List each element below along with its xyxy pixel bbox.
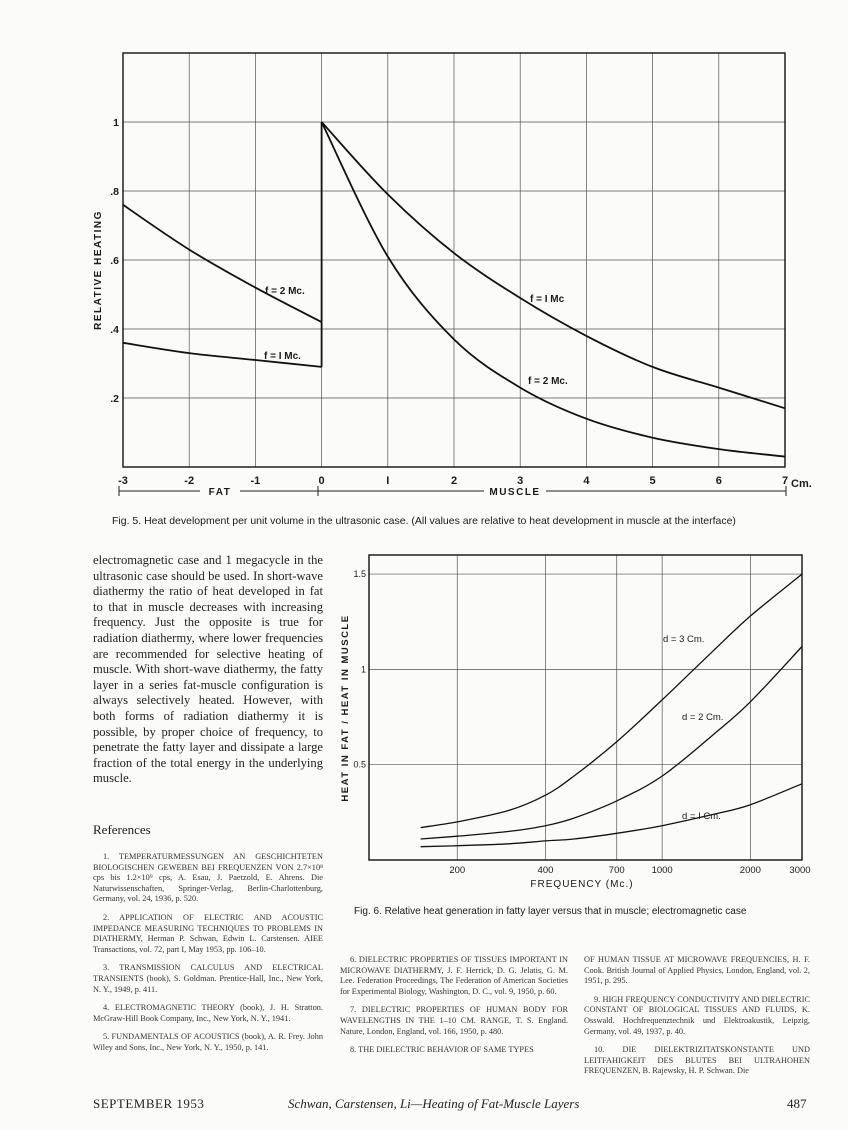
fig5-series-line-1 [123, 205, 322, 322]
references-col-2 [340, 955, 568, 1064]
fig5-region-fat: FAT [208, 487, 232, 498]
fig6-x-tick-label: 3000 [789, 865, 811, 876]
fig6-series-line-3 [421, 784, 802, 847]
reference-item: 8. THE DIELECTRIC BEHAVIOR OF SAME TYPES [350, 1045, 534, 1055]
fig5-x-tick-label: I [386, 475, 390, 487]
fig5-label-muscle-1mc: f = I Mc [530, 294, 565, 305]
reference-item: 9. HIGH FREQUENCY CONDUCTIVITY AND DIELECTRIC CONSTANT OF BIOLOGICAL TISSUES AND FLUIDS, K. Osswald. Hochfrequenztechnik und Elektroakustik, Leipzig, Germany, vol. 49, 1937, p. 40. [584, 994, 810, 1036]
fig6-chart [330, 540, 830, 900]
reference-item: 4. ELECTROMAGNETIC THEORY (book), J. H. Stratton. McGraw-Hill Book Company, Inc., New York, N. Y., 1941. [93, 1003, 323, 1023]
references-heading: References [93, 822, 151, 837]
footer-date: SEPTEMBER 1953 [93, 1096, 205, 1111]
fig6-x-tick-label: 400 [537, 865, 554, 876]
fig6-label-d3: d = 3 Cm. [663, 634, 705, 645]
fig5-x-tick-label: -2 [184, 475, 195, 487]
fig6-series-line-2 [421, 647, 802, 840]
footer-page-number: 487 [787, 1096, 807, 1111]
fig5-region-muscle: MUSCLE [489, 487, 541, 498]
fig5-x-tick-label: 2 [450, 475, 458, 487]
footer-running-title: Schwan, Carstensen, Li—Heating of Fat-Muscle Layers [288, 1096, 580, 1111]
fig5-label-muscle-2mc: f = 2 Mc. [528, 376, 568, 387]
fig5-x-tick-label: 3 [517, 475, 524, 487]
references-col-1 [93, 852, 323, 1062]
fig6-caption: Fig. 6. Relative heat generation in fatty layer versus that in muscle; electromagnetic case [354, 906, 747, 917]
references-col-3 [584, 955, 810, 1085]
fig6-y-tick-label: 0.5 [353, 759, 366, 770]
fig5-x-tick-label: -1 [250, 475, 261, 487]
fig5-label-fat-2mc: f = 2 Mc. [265, 286, 305, 297]
reference-item: 6. DIELECTRIC PROPERTIES OF TISSUES IMPORTANT IN MICROWAVE DIATHERMY, J. F. Herrick, D. G. Jelatis, G. M. Lee. Federation Proceedings, The Federation of American Societies for Experimental Biology, Washington, D. C., vol. 9, 1950, p. 60. [340, 955, 568, 996]
reference-item: 5. FUNDAMENTALS OF ACOUSTICS (book), A. R. Frey. John Wiley and Sons, Inc., New York, N. Y., 1950, p. 141. [93, 1032, 323, 1052]
fig6-label-d2: d = 2 Cm. [682, 712, 724, 723]
fig5-x-unit: Cm. [791, 478, 812, 490]
fig5-chart [0, 0, 848, 510]
fig6-label-d1: d = I Cm. [682, 811, 721, 822]
fig5-y-axis-label: RELATIVE HEATING [93, 210, 104, 330]
fig5-y-tick-label: .8 [110, 186, 119, 198]
fig5-x-tick-label: 6 [715, 475, 722, 487]
fig6-x-tick-label: 2000 [739, 865, 761, 876]
fig5-series-line-3 [322, 122, 785, 408]
fig6-y-tick-label: 1 [360, 664, 366, 675]
fig5-x-tick-label: 0 [318, 475, 325, 487]
fig6-x-tick-label: 700 [608, 865, 625, 876]
fig5-y-tick-label: 1 [113, 117, 119, 129]
fig6-series-line-1 [421, 574, 802, 828]
fig5-series-line-4 [322, 122, 785, 457]
reference-item: OF HUMAN TISSUE AT MICROWAVE FREQUENCIES, H. F. Cook. British Journal of Applied Physics, London, England, vol. 2, 1951, p. 295. [584, 955, 810, 986]
body-paragraph: electromagnetic case and 1 megacycle in the ultrasonic case should be used. In short-wave diathermy the ratio of heat developed in fat to that in muscle decreases with increasing frequency. Just the opposite is true for radiation diathermy, where lower frequencies are recommended for selective heating of muscle. With short-wave diathermy, the fatty layer in a series fat-muscle configuration is always selectively heated. However, with both forms of radiation diathermy it is possible, by proper choice of frequency, to penetrate the fatty layer and dissipate a large fraction of the total energy in the underlying muscle. [93, 553, 323, 786]
fig6-x-tick-label: 200 [449, 865, 466, 876]
fig6-y-axis-label: HEAT IN FAT / HEAT IN MUSCLE [340, 614, 351, 802]
fig5-y-tick-label: .6 [110, 255, 119, 267]
fig5-label-fat-1mc: f = I Mc. [264, 351, 301, 362]
reference-item: 2. APPLICATION OF ELECTRIC AND ACOUSTIC IMPEDANCE MEASURING TECHNIQUES TO PROBLEMS IN DIATHERMY, Herman P. Schwan, Edwin L. Carstensen. AIEE Transactions, vol. 72, part I, May 1953, pp. 106–10. [93, 912, 323, 954]
reference-item: 7. DIELECTRIC PROPERTIES OF HUMAN BODY FOR WAVELENGTHS IN THE 1–10 CM. RANGE, T. S. England. Nature, London, England, vol. 166, 1950, p. 480. [340, 1005, 568, 1036]
fig6-x-axis-label: FREQUENCY (Mc.) [530, 879, 634, 890]
reference-item: 1. TEMPERATURMESSUNGEN AN GESCHICHTETEN BIOLOGISCHEN GEWEBEN BEI FREQUENZEN VON 2.7×10⁸ cps bis 1.2×10⁹ cps, A. Esau, J. Paetzold, E. Ahrens. Die Naturwissenschaften, Springer-Verlag, Berlin-Charlottenburg, Germany, vol. 24, 1936, p. 520. [93, 852, 323, 904]
reference-item: 10. DIE DIELEKTRIZITATSKONSTANTE UND LEITFAHIGKEIT DES BLUTES BEI ULTRAHOHEN FREQUENZEN, B. Rajewsky, H. P. Schwan. Die [584, 1045, 810, 1076]
fig5-x-tick-label: -3 [118, 475, 128, 487]
fig5-caption: Fig. 5. Heat development per unit volume in the ultrasonic case. (All values are relative to heat development in muscle at the interface) [112, 515, 736, 527]
fig6-x-tick-label: 1000 [651, 865, 673, 876]
fig6-y-tick-label: 1.5 [353, 569, 366, 580]
reference-item: 3. TRANSMISSION CALCULUS AND ELECTRICAL TRANSIENTS (book), S. Goldman. Prentice-Hall, Inc., New York, N. Y., 1949, p. 411. [93, 963, 323, 994]
fig5-x-tick-label: 7 [781, 475, 789, 487]
fig5-x-tick-label: 4 [583, 475, 590, 487]
fig5-x-tick-label: 5 [649, 475, 656, 487]
fig5-y-tick-label: .4 [110, 324, 119, 336]
fig5-y-tick-label: .2 [110, 393, 119, 405]
